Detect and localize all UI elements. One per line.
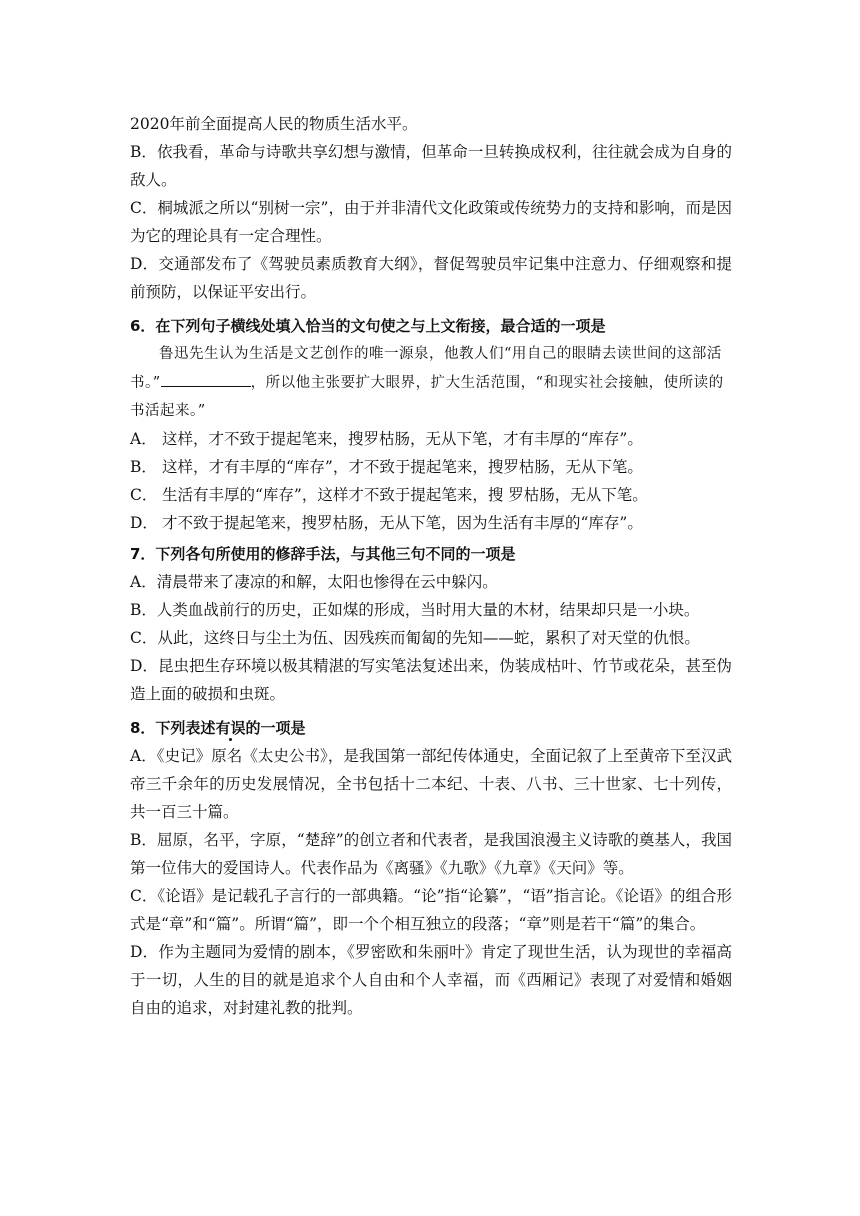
q8-option-d: D．作为主题同为爱情的剧本，《罗密欧和朱丽叶》肯定了现世生活，认为现世的幸福高于一切，人生的目的就是追求个人自由和个人幸福，而《西厢记》表现了对爱情和婚姻自由的追求，对封建礼教的批判。 bbox=[130, 943, 732, 1017]
q8-option-b: B．屈原，名平，字原，“楚辞”的创立者和代表者，是我国浪漫主义诗歌的奠基人，我国第一位伟大的爱国诗人。代表作品为《离骚》《九歌》《九章》《天问》等。 bbox=[130, 831, 732, 877]
q7-stem: 7．下列各句所使用的修辞手法，与其他三句不同的一项是 bbox=[130, 545, 516, 563]
q8-stem bbox=[130, 714, 732, 742]
q7-option-b: B．人类血战前行的历史，正如煤的形成，当时用大量的木材，结果却只是一小块。 bbox=[130, 601, 700, 619]
q8-option-a: A．《史记》原名《太史公书》，是我国第一部纪传体通史，全面记叙了上至黄帝下至汉武帝三千余年的历史发展情况，全书包括十二本纪、十表、八书、三十世家、七十列传，共一百三十篇。 bbox=[130, 747, 732, 821]
q5-option-c: C．桐城派之所以“别树一宗”，由于并非清代文化政策或传统势力的支持和影响，而是因为它的理论具有一定合理性。 bbox=[130, 199, 732, 245]
q7-option-a: A．清晨带来了凄凉的和解，太阳也惨得在云中躲闪。 bbox=[130, 573, 498, 591]
q6-option-d-label: D． bbox=[130, 514, 158, 532]
q7-option-d: D．昆虫把生存环境以极其精湛的写实笔法复述出来，伪装成枯叶、竹节或花朵，甚至伪造上面的破损和虫斑。 bbox=[130, 657, 732, 703]
q5-tail bbox=[130, 110, 732, 306]
q6 bbox=[130, 312, 732, 537]
q6-option-b-label: B． bbox=[130, 458, 157, 476]
q7-option-c: C．从此，这终日与尘土为伍、因残疾而匍匐的先知——蛇，累积了对天堂的仇恨。 bbox=[130, 629, 700, 647]
q8-stem-emphasis: 有误 bbox=[215, 719, 246, 737]
q7 bbox=[130, 540, 732, 708]
q6-option-d bbox=[130, 509, 732, 537]
q6-option-c bbox=[130, 481, 732, 509]
q6-option-d-text: 才不致于提起笔来，搜罗枯肠，无从下笔，因为生活有丰厚的“库存”。 bbox=[162, 514, 643, 532]
q6-option-c-label: C． bbox=[130, 486, 158, 504]
q6-passage bbox=[130, 340, 732, 425]
q6-answer-blank bbox=[161, 368, 251, 387]
q6-option-b bbox=[130, 453, 732, 481]
q8-stem-post: 的一项是 bbox=[245, 719, 306, 737]
q6-passage-part2: ，所以他主张要扩大眼界，扩大生活范围，“和现实社会接触，使所读的书活起来。” bbox=[130, 375, 724, 419]
q6-passage-part1: 鲁迅先生认为生活是文艺创作的唯一源泉，他教人们“用自己的眼睛去读世间的这部活书。” bbox=[130, 346, 722, 391]
q6-option-a-text: 这样，才不致于提起笔来，搜罗枯肠，无从下笔，才有丰厚的“库存”。 bbox=[162, 430, 643, 448]
q6-option-b-text: 这样，才有丰厚的“库存”，才不致于提起笔来，搜罗枯肠，无从下笔。 bbox=[162, 458, 643, 476]
q6-stem: 6．在下列句子横线处填入恰当的文句使之与上文衔接，最合适的一项是 bbox=[130, 317, 606, 335]
q5-option-a-continuation: 2020年前全面提高人民的物质生活水平。 bbox=[130, 115, 418, 133]
q5-option-b: B．依我看，革命与诗歌共享幻想与激情，但革命一旦转换成权利，往往就会成为自身的敌人。 bbox=[130, 143, 732, 189]
q8-stem-pre: 8．下列表述 bbox=[130, 719, 216, 737]
q8 bbox=[130, 714, 732, 1022]
q6-option-a bbox=[130, 425, 732, 453]
q5-option-d: D．交通部发布了《驾驶员素质教育大纲》，督促驾驶员牢记集中注意力、仔细观察和提前预防，以保证平安出行。 bbox=[130, 255, 732, 301]
q6-option-a-label: A． bbox=[130, 430, 157, 448]
q6-option-c-text: 生活有丰厚的“库存”，这样才不致于提起笔来，搜 罗枯肠，无从下笔。 bbox=[162, 486, 648, 504]
q8-option-c: C．《论语》是记载孔子言行的一部典籍。“论”指“论纂”，“语”指言论。《论语》的组合形式是“章”和“篇”。所谓“篇”，即一个个相互独立的段落；“章”则是若干“篇”的集合。 bbox=[130, 887, 732, 933]
